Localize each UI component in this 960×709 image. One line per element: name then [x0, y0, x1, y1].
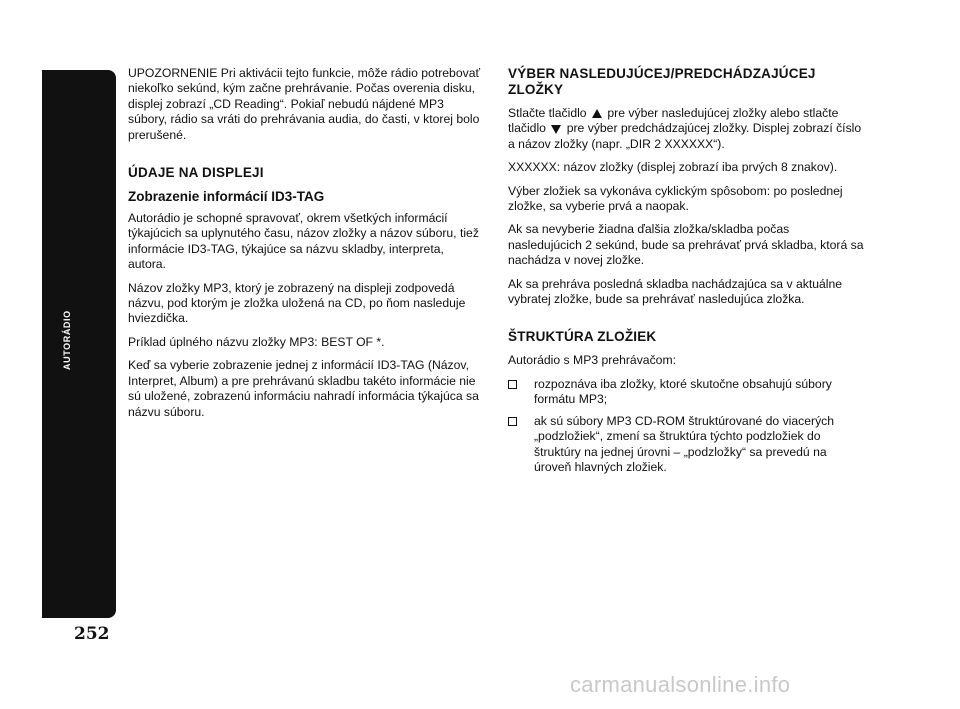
- list-item: [508, 377, 864, 408]
- page-number: 252: [74, 624, 110, 644]
- warning-text: UPOZORNENIE Pri aktivácii tejto funkcie, môže rádio potrebovať niekoľko sekúnd, kým začne prehrávanie. Počas overenia disku, displej zobrazí „CD Reading“. Pokiaľ nebudú nájdené MP3 súbory, rádio sa vráti do prehrávania audia, do časti, v ktorej bolo prerušené.: [128, 66, 481, 142]
- paragraph: Výber zložiek sa vykonáva cyklickým spôsobom: po poslednej zložke, sa vyberie prvá a naopak.: [508, 183, 843, 214]
- checkbox-bullet-icon: [508, 380, 517, 389]
- text-part: Stlačte tlačidlo: [508, 106, 587, 120]
- paragraph: Názov zložky MP3, ktorý je zobrazený na displeji zodpovedá názvu, pod ktorým je zložka uložená na CD, po ňom nasleduje hviezdička.: [128, 280, 466, 326]
- bullet-list: [508, 377, 864, 475]
- paragraph: XXXXXX: názov zložky (displej zobrazí iba prvých 8 znakov).: [508, 160, 838, 175]
- sidebar-label: AUTORÁDIO: [62, 310, 72, 370]
- arrow-down-icon: [551, 125, 561, 134]
- sidebar-tab: [42, 70, 116, 618]
- paragraph: Ak sa prehráva posledná skladba nachádzajúca sa v aktuálne vybratej zložke, bude sa prehrávať nasledujúca zložka.: [508, 276, 843, 307]
- paragraph: Autorádio je schopné spravovať, okrem všetkých informácií týkajúcich sa uplynutého času, názov zložky a názov súboru, tiež informácie ID3-TAG, týkajúce sa názvu skladby, interpreta, autora.: [128, 211, 479, 272]
- intro-text: Autorádio s MP3 prehrávačom:: [508, 353, 676, 368]
- section-heading-folder-structure: ŠTRUKTÚRA ZLOŽIEK: [508, 329, 657, 345]
- list-item: [508, 414, 864, 476]
- paragraph: Ak sa nevyberie žiadna ďalšia zložka/skladba počas nasledujúcich 2 sekúnd, bude sa prehrávať prvá skladba, ktorá sa nachádza v novej zložke.: [508, 222, 864, 268]
- section-heading-folder-select: VÝBER NASLEDUJÚCEJ/PREDCHÁDZAJÚCEJ ZLOŽKY: [508, 66, 816, 97]
- subheading-id3: Zobrazenie informácií ID3-TAG: [128, 189, 325, 205]
- arrow-up-icon: [592, 109, 602, 118]
- paragraph: Keď sa vyberie zobrazenie jednej z informácií ID3-TAG (Názov, Interpret, Album) a pre prehrávanú skladbu takéto informácie nie sú uložené, zobrazenú informáciu nahradí informácia týkajúca sa názvu súboru.: [128, 358, 479, 419]
- text-part: pre výber predchádzajúcej zložky. Displej zobrazí číslo a názov zložky (napr. „DIR 2 XXXXXX“).: [508, 121, 862, 151]
- list-item-text: rozpoznáva iba zložky, ktoré skutočne obsahujú súbory formátu MP3;: [534, 376, 832, 407]
- paragraph: Príklad úplného názvu zložky MP3: BEST OF *.: [128, 334, 385, 349]
- text-part: pre výber nasledujúcej zložky alebo stlačte tlačidlo: [508, 106, 839, 136]
- section-heading-display: ÚDAJE NA DISPLEJI: [128, 165, 264, 181]
- left-column: [128, 66, 484, 428]
- watermark: carmanualsonline.info: [570, 672, 791, 697]
- checkbox-bullet-icon: [508, 417, 517, 426]
- list-item-text: ak sú súbory MP3 CD-ROM štruktúrované do viacerých „podzložiek“, zmení sa štruktúra týchto podzložiek do štruktúry na jednej úrovni – „podzložky“ sa prevedú na úroveň hlavných zložiek.: [534, 413, 835, 474]
- paragraph-buttons: [508, 106, 864, 152]
- right-column: [508, 66, 864, 481]
